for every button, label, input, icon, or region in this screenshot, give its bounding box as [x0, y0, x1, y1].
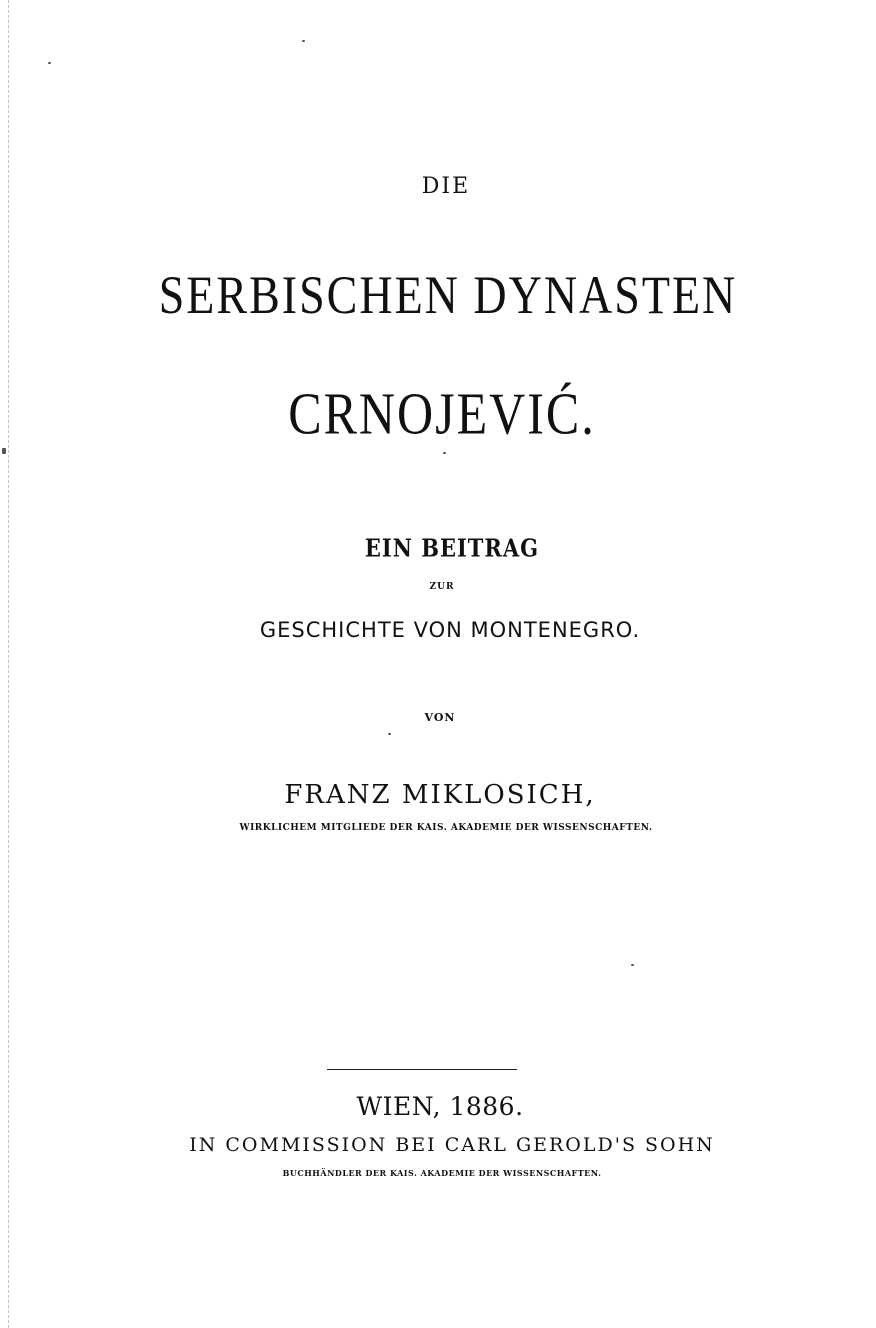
title-subject: CRNOJEVIĆ.	[288, 380, 596, 447]
main-title: SERBISCHEN DYNASTEN	[158, 264, 738, 325]
title-article: DIE	[421, 174, 471, 199]
author-name: FRANZ MIKLOSICH,	[284, 780, 596, 810]
scan-speck	[302, 40, 305, 42]
publisher-note: BUCHHÄNDLER DER KAIS. AKADEMIE DER WISSENSCHAFTEN.	[282, 1168, 602, 1178]
scan-speck	[388, 733, 391, 735]
place-year: WIEN, 1886.	[356, 1092, 524, 1121]
scan-speck	[2, 448, 6, 454]
publisher: IN COMMISSION BEI CARL GEROLD'S SOHN	[189, 1134, 715, 1156]
author-affiliation: WIRKLICHEM MITGLIEDE DER KAIS. AKADEMIE DER WISSENSCHAFTEN.	[239, 823, 653, 833]
scan-speck	[631, 964, 634, 966]
subtitle-connector: ZUR	[429, 582, 455, 592]
separator-rule	[327, 1069, 517, 1070]
scan-speck	[48, 62, 51, 64]
scan-speck	[443, 452, 446, 454]
subtitle-line-2: GESCHICHTE VON MONTENEGRO.	[259, 618, 641, 642]
subtitle-line-1: EIN BEITRAG	[364, 533, 540, 563]
byline-von: VON	[424, 711, 456, 724]
scan-page-edge	[0, 0, 9, 1328]
